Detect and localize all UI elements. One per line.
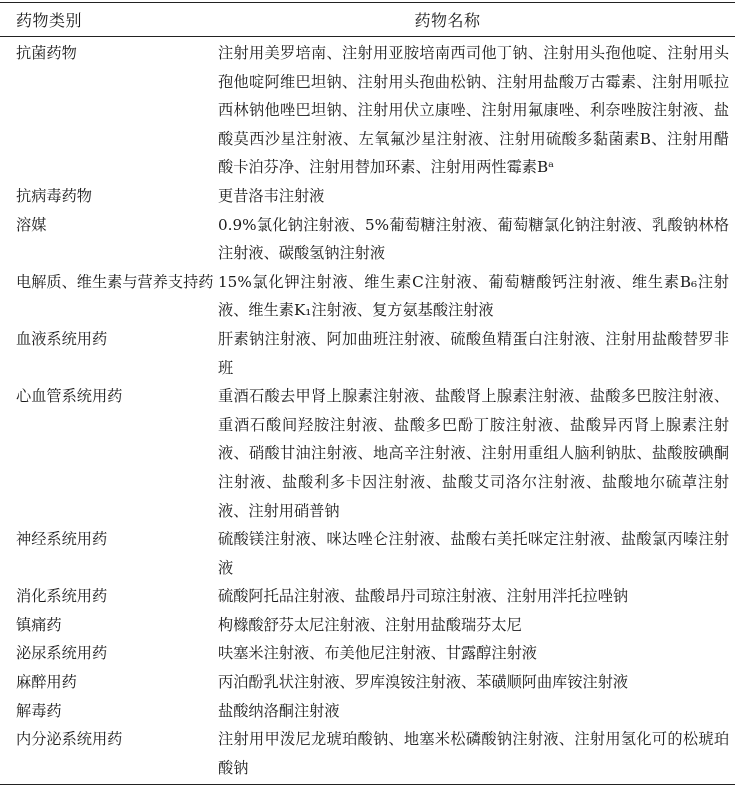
row-category: 心血管系统用药 <box>16 387 123 406</box>
table-body <box>0 37 735 784</box>
table-row <box>0 668 735 697</box>
row-drugs: 更昔洛韦注射液 <box>218 186 325 205</box>
row-category: 血液系统用药 <box>16 329 108 348</box>
table-row <box>0 525 735 582</box>
table-row <box>0 725 735 782</box>
drug-table <box>0 2 735 785</box>
row-category: 内分泌系统用药 <box>16 730 123 749</box>
row-category: 消化系统用药 <box>16 587 108 606</box>
table-row <box>0 382 735 525</box>
row-category: 解毒药 <box>16 701 62 720</box>
row-drugs: 0.9%氯化钠注射液、5%葡萄糖注射液、葡萄糖氯化钠注射液、乳酸钠林格注射液、碳酸氢钠注射液 <box>218 215 729 263</box>
table-row <box>0 697 735 726</box>
row-drugs: 15%氯化钾注射液、维生素C注射液、葡萄糖酸钙注射液、维生素B₆注射液、维生素K₁注射液、复方氨基酸注射液 <box>218 272 729 320</box>
row-drugs: 枸橼酸舒芬太尼注射液、注射用盐酸瑞芬太尼 <box>218 615 522 634</box>
row-drugs: 硫酸镁注射液、咪达唑仑注射液、盐酸右美托咪定注射液、盐酸氯丙嗪注射液 <box>218 530 729 577</box>
row-category: 麻醉用药 <box>16 673 77 692</box>
table-row <box>0 611 735 640</box>
row-drugs: 肝素钠注射液、阿加曲班注射液、硫酸鱼精蛋白注射液、注射用盐酸替罗非班 <box>218 329 729 377</box>
row-category: 神经系统用药 <box>16 530 108 549</box>
row-category: 溶媒 <box>16 215 47 234</box>
row-drugs: 注射用甲泼尼龙琥珀酸钠、地塞米松磷酸钠注射液、注射用氢化可的松琥珀酸钠 <box>218 730 729 777</box>
table-row <box>0 325 735 382</box>
row-drugs: 丙泊酚乳状注射液、罗库溴铵注射液、苯磺顺阿曲库铵注射液 <box>218 673 629 692</box>
table-row <box>0 39 735 182</box>
header-drug-name: 药物名称 <box>414 11 481 30</box>
row-category: 抗菌药物 <box>16 44 77 62</box>
row-drugs: 注射用美罗培南、注射用亚胺培南西司他丁钠、注射用头孢他啶、注射用头孢他啶阿维巴坦钠、注射用头孢曲松钠、注射用盐酸万古霉素、注射用哌拉西林钠他唑巴坦钠、注射用伏立康唑、注射用氟康唑、利奈唑胺注射液、盐酸莫西沙星注射液、左氧氟沙星注射液、注射用硫酸多黏菌素B、注射用醋酸卡泊芬净、注射用替加环素、注射用两性霉素Bᵃ <box>218 44 729 177</box>
row-drugs: 重酒石酸去甲肾上腺素注射液、盐酸肾上腺素注射液、盐酸多巴胺注射液、重酒石酸间羟胺注射液、盐酸多巴酚丁胺注射液、盐酸异丙肾上腺素注射液、硝酸甘油注射液、地高辛注射液、注射用重组人脑利钠肽、盐酸胺碘酮注射液、盐酸利多卡因注射液、盐酸艾司洛尔注射液、盐酸地尔硫䓬注射液、注射用硝普钠 <box>218 387 729 520</box>
table-row <box>0 268 735 325</box>
table-row <box>0 582 735 611</box>
row-category: 泌尿系统用药 <box>16 644 108 663</box>
row-drugs: 呋塞米注射液、布美他尼注射液、甘露醇注射液 <box>218 644 537 663</box>
header-category: 药物类别 <box>16 11 83 30</box>
table-row <box>0 639 735 668</box>
table-row <box>0 182 735 211</box>
table-bottom-rule <box>0 784 735 785</box>
row-drugs: 盐酸纳洛酮注射液 <box>218 701 340 720</box>
row-drugs: 硫酸阿托品注射液、盐酸昂丹司琼注射液、注射用泮托拉唑钠 <box>218 587 629 606</box>
row-category: 镇痛药 <box>16 615 62 634</box>
row-category: 电解质、维生素与营养支持药 <box>16 272 214 291</box>
row-category: 抗病毒药物 <box>16 186 92 205</box>
table-header <box>0 3 735 36</box>
table-row <box>0 211 735 268</box>
